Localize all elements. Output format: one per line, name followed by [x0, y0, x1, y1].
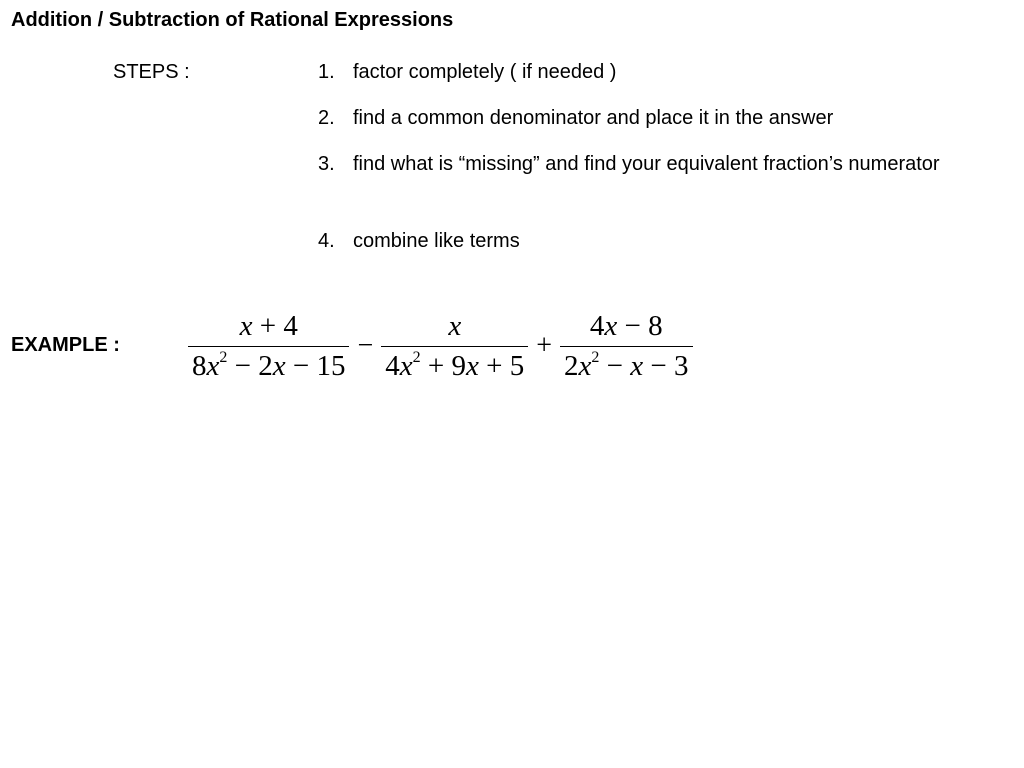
step-item-1: [318, 57, 1008, 88]
example-expression: [188, 306, 693, 386]
fraction-numerator: 4x − 8: [589, 309, 663, 342]
page-title: Addition / Subtraction of Rational Expressions: [11, 9, 454, 31]
plus-operator: +: [536, 330, 553, 361]
step-text: find a common denominator and place it in the answer: [353, 107, 834, 129]
steps-label: STEPS :: [113, 61, 190, 83]
step-item-4: [318, 226, 1008, 257]
step-number: 4.: [318, 230, 335, 252]
fraction-3: [560, 310, 692, 383]
step-text: combine like terms: [353, 230, 520, 252]
step-item-2: [318, 103, 1008, 134]
fraction-denominator: $8x^2 - 2x - 15$: [192, 348, 346, 382]
fraction-numerator: x + 4: [239, 309, 298, 342]
step-number: 1.: [318, 61, 335, 83]
fraction-1: [188, 310, 349, 383]
step-number: 2.: [318, 107, 335, 129]
fraction-2: [381, 310, 528, 383]
step-text: factor completely ( if needed ): [353, 61, 617, 83]
step-text: find what is “missing” and find your equivalent fraction’s numerator: [353, 153, 940, 175]
fraction-denominator: $2x^2 - x - 3$: [564, 348, 689, 382]
fraction-denominator: $4x^2 + 9x + 5$: [385, 348, 525, 382]
example-label: EXAMPLE :: [11, 334, 120, 356]
step-item-3: [318, 149, 968, 180]
minus-operator: −: [357, 330, 374, 361]
fraction-numerator: x: [448, 309, 462, 342]
step-number: 3.: [318, 153, 335, 175]
